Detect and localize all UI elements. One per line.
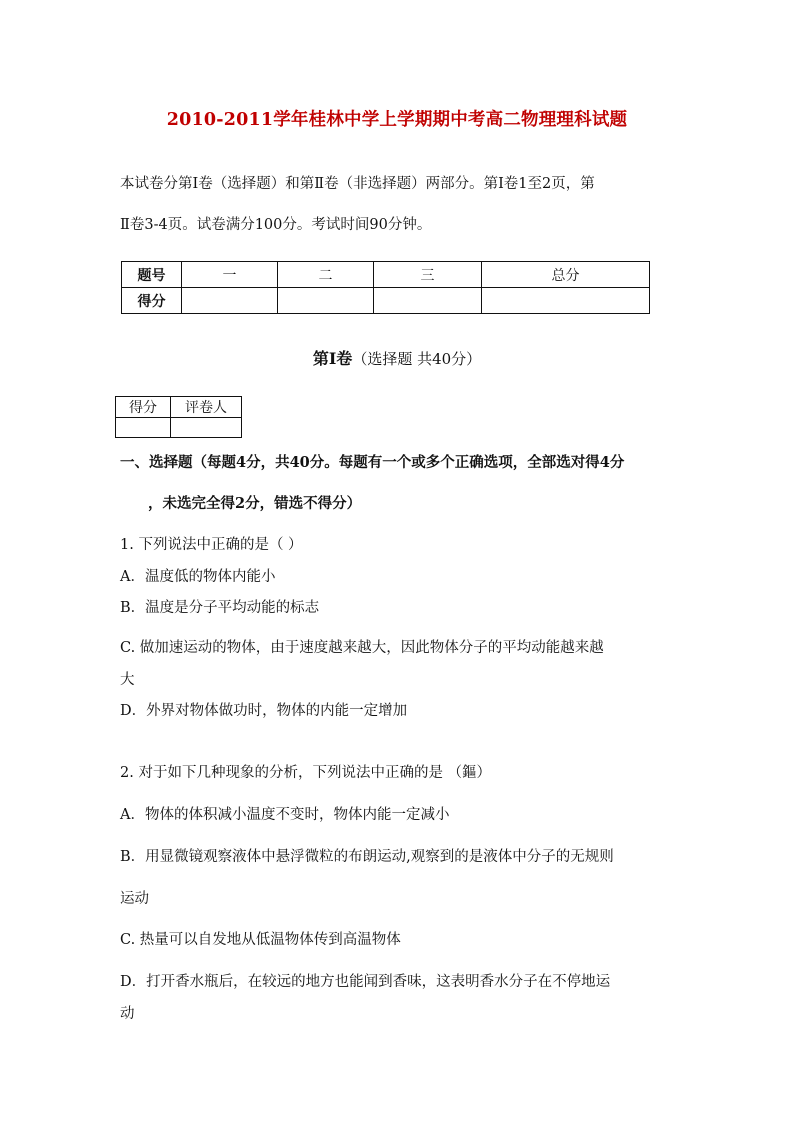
- score-table-header-cell: 题号: [122, 262, 182, 288]
- score-cell[interactable]: [278, 288, 374, 314]
- score-cell[interactable]: [482, 288, 650, 314]
- intro-line-2: Ⅱ卷3-4页。试卷满分100分。考试时间90分钟。: [120, 217, 432, 233]
- grader-score-cell[interactable]: [116, 418, 171, 438]
- question-2-option-d-continued: 动: [120, 1006, 135, 1022]
- section1-heading-line-2: ，未选完全得2分，错选不得分）: [148, 495, 362, 512]
- question-2-option-c: C. 热量可以自发地从低温物体传到高温物体: [120, 932, 401, 948]
- score-row-label: 得分: [122, 288, 182, 314]
- grader-table: [115, 396, 242, 438]
- page-title: 2010-2011学年桂林中学上学期期中考高二物理理科试题: [166, 110, 628, 130]
- question-1-option-c: C. 做加速运动的物体，由于速度越来越大，因此物体分子的平均动能越来越: [120, 640, 604, 656]
- grader-table-header-cell: 得分: [116, 397, 171, 418]
- score-cell[interactable]: [182, 288, 278, 314]
- section1-heading-line-1: 一、选择题（每题4分，共40分。每题有一个或多个正确选项，全部选对得4分: [120, 454, 625, 471]
- score-table-header-cell: 总分: [482, 262, 650, 288]
- grader-table-header-cell: 评卷人: [171, 397, 242, 418]
- question-2-stem: 2. 对于如下几种现象的分析，下列说法中正确的是 （鏂）: [120, 765, 492, 781]
- question-2-option-b-continued: 运动: [120, 891, 149, 907]
- question-1-option-a: A．温度低的物体内能小: [120, 569, 276, 585]
- question-2-option-b: B．用显微镜观察液体中悬浮微粒的布朗运动,观察到的是液体中分子的无规则: [120, 849, 614, 865]
- question-1-option-c-continued: 大: [120, 672, 135, 688]
- intro-line-1: 本试卷分第Ⅰ卷（选择题）和第Ⅱ卷（非选择题）两部分。第Ⅰ卷1至2页，第: [120, 176, 595, 192]
- question-1-option-d: D．外界对物体做功时，物体的内能一定增加: [120, 703, 408, 719]
- grader-name-cell[interactable]: [171, 418, 242, 438]
- part1-heading: [0, 346, 794, 369]
- part1-title: 第Ⅰ卷: [312, 349, 353, 368]
- grader-table-header-row: [116, 397, 242, 418]
- question-2-option-a: A．物体的体积减小温度不变时，物体内能一定减小: [120, 807, 450, 823]
- part1-subtitle: （选择题 共40分）: [352, 350, 482, 368]
- score-table-header-cell: 一: [182, 262, 278, 288]
- question-1-stem: 1. 下列说法中正确的是（ ）: [120, 537, 303, 553]
- grader-table-value-row: [116, 418, 242, 438]
- score-table-header-cell: 二: [278, 262, 374, 288]
- score-table-header-cell: 三: [374, 262, 482, 288]
- score-table: [121, 261, 650, 314]
- score-table-header-row: [122, 262, 650, 288]
- score-table-score-row: [122, 288, 650, 314]
- score-cell[interactable]: [374, 288, 482, 314]
- question-2-option-d: D．打开香水瓶后，在较远的地方也能闻到香味，这表明香水分子在不停地运: [120, 974, 611, 990]
- question-1-option-b: B．温度是分子平均动能的标志: [120, 600, 320, 616]
